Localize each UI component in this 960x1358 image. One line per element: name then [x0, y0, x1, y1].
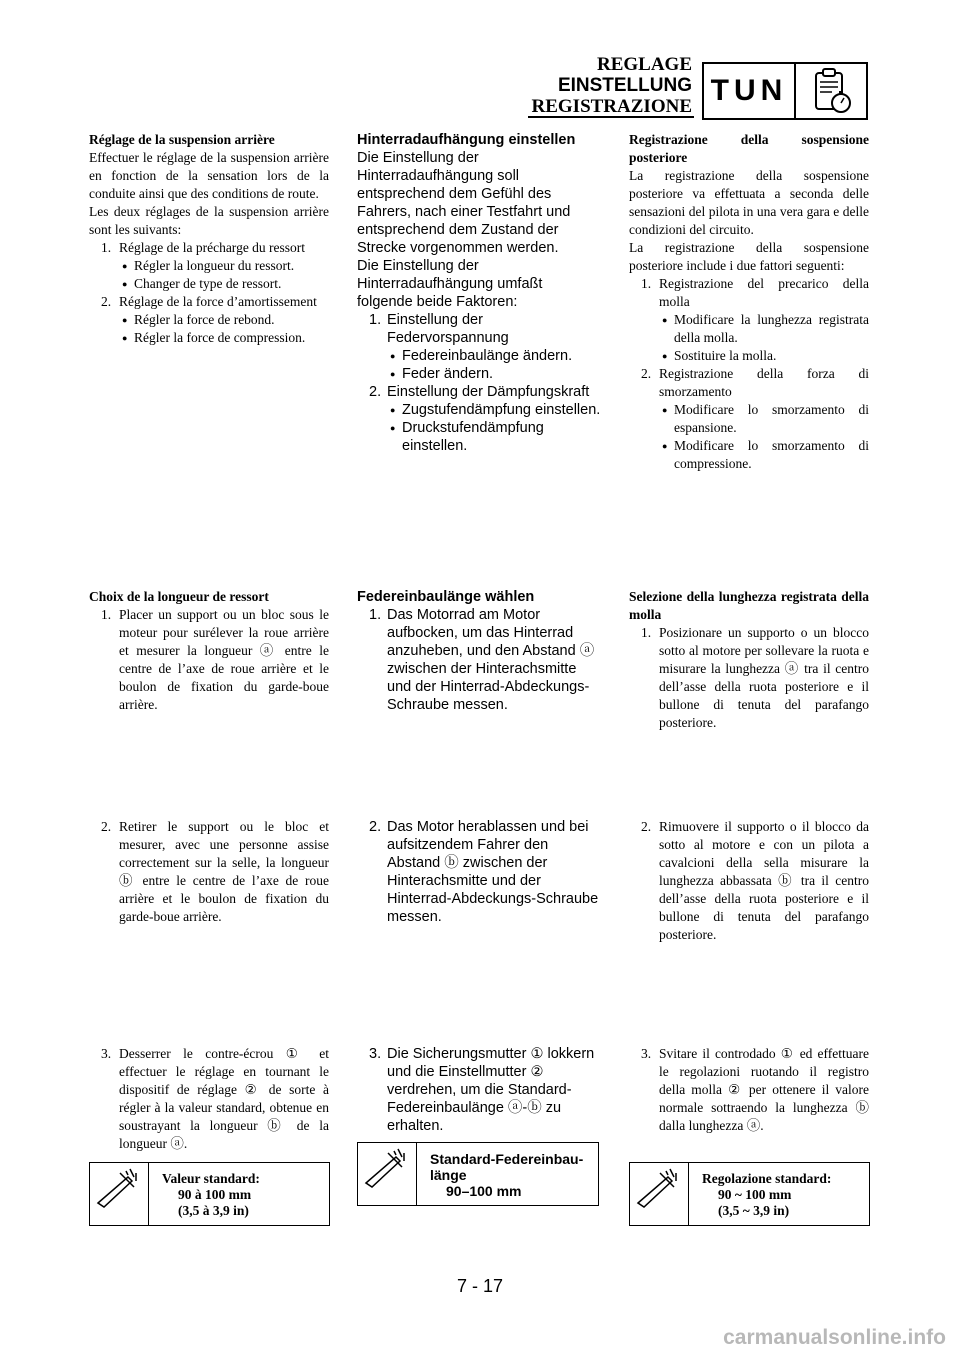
fr-list-item: 1. Réglage de la précharge du ressort	[101, 240, 306, 255]
header-titles	[532, 54, 693, 117]
header-title-it: REGISTRAZIONE	[531, 96, 692, 117]
header-title-de: EINSTELLUNG	[557, 75, 692, 96]
it-paragraph: La registrazione della sospensione posteriore va effettuata a seconda delle sensazioni del pilota in una vera gara e delle condizioni del circuito.	[629, 168, 869, 237]
it-spec-title: Regolazione standard:	[702, 1171, 832, 1186]
it-paragraph: La registrazione della sospensione posteriore include i due fattori seguenti:	[629, 240, 869, 273]
fr-bullet: ● Régler la force de compression.	[89, 329, 329, 347]
it-spec-value: 90 ~ 100 mm	[718, 1187, 792, 1202]
fr-heading-suspension: Réglage de la suspension arrière	[89, 132, 275, 147]
de-spec-title: Standard-Federeinbau-	[430, 1151, 584, 1167]
it-heading-spring-length: Selezione della lunghezza registrata della molla	[629, 589, 869, 622]
it-bullet: ● Modificare lo smorzamento di espansione.	[629, 401, 869, 437]
de-paragraph: Die Einstellung der Hinterradaufhängung soll entsprechend dem Gefühl des Fahrers, nach einer Testfahrt und entsprechend dem Zustand der Strecke vorgenommen werden.	[357, 150, 571, 256]
fr-section-spring-length	[89, 588, 329, 714]
de-paragraph: Die Einstellung der Hinterradaufhängung umfaßt folgende beide Faktoren:	[357, 258, 543, 310]
fr-step-2: 2. Retirer le support ou le bloc et mesurer, avec une personne assise correctement sur la selle, la longueur ⓑ entre le centre de l’axe de roue arrière et le boulon de fixation du garde-boue arrière.	[101, 819, 329, 924]
caliper-icon	[630, 1163, 689, 1225]
fr-bullet: ● Régler la force de rebond.	[89, 311, 329, 329]
it-list-item: 2. Registrazione della forza di smorzamento	[641, 366, 869, 399]
fr-heading-spring-length: Choix de la longueur de ressort	[89, 589, 269, 604]
fr-spec-title: Valeur standard:	[162, 1171, 260, 1186]
clipboard-stopwatch-icon	[794, 62, 868, 120]
fr-paragraph: Les deux réglages de la suspension arrière sont les suivants:	[89, 204, 329, 237]
it-heading-suspension: Registrazione della sospensione posteriore	[629, 132, 869, 165]
it-bullet: ● Modificare lo smorzamento di compressione.	[629, 437, 869, 473]
de-bullet: ● Zugstufendämpfung einstellen.	[357, 401, 601, 419]
fr-step-3: 3. Desserrer le contre-écrou ① et effectuer le réglage en tournant le dispositif de réglage ② de sorte à régler à la valeur standard, obtenue en soustrayant la longueur ⓑ de la longueur ⓐ.	[101, 1046, 329, 1151]
it-section-spring-length	[629, 588, 869, 732]
fr-list-item: 2. Réglage de la force d’amortissement	[101, 294, 317, 309]
it-section-suspension	[629, 131, 869, 473]
caliper-icon	[358, 1143, 417, 1205]
fr-paragraph: Effectuer le réglage de la suspension arrière en fonction de la sensation lors de la conduite ainsi que des conditions de route.	[89, 150, 329, 201]
de-step: 1. Das Motorrad am Motor aufbocken, um das Hinterrad anzuheben, und den Abstand ⓐ zwischen der Hinterachsmitte und der Hinterrad-Abdeckungs-Schraube messen.	[369, 607, 595, 713]
de-step-3: 3. Die Sicherungsmutter ① lokkern und die Einstellmutter ② verdrehen, um die Standard-Federeinbaulänge ⓐ-ⓑ zu erhalten.	[369, 1046, 595, 1134]
it-spec-box	[629, 1162, 870, 1226]
it-bullet: ● Modificare la lunghezza registrata della molla.	[629, 311, 869, 347]
de-section-spring-length	[357, 588, 601, 714]
de-heading-spring-length: Federeinbaulänge wählen	[357, 589, 535, 605]
de-spec-value: 90–100 mm	[446, 1183, 522, 1199]
it-bullet: ● Sostituire la molla.	[629, 347, 869, 365]
fr-step: 1. Placer un support ou un bloc sous le moteur pour surélever la roue arrière et mesurer la longueur ⓐ entre le centre de l’axe de roue arrière et le boulon de fixation du garde-boue arrière.	[101, 607, 329, 712]
caliper-icon	[90, 1163, 149, 1225]
de-step-2: 2. Das Motor herablassen und bei aufsitzendem Fahrer den Abstand ⓑ zwischen der Hinterachsmitte und der Hinterrad-Abdeckungs-Schraube messen.	[369, 819, 599, 925]
de-list-item: 1. Einstellung der Federvorspannung	[369, 312, 509, 346]
fr-spec-value-inch: (3,5 à 3,9 in)	[178, 1203, 249, 1218]
de-bullet: ● Druckstufendämpfung einstellen.	[357, 419, 601, 455]
header-rule	[528, 116, 694, 118]
it-step-3: 3. Svitare il controdado ① ed effettuare le regolazioni ruotando il registro della molla ② per ottenere il valore normale sottraendo la lunghezza ⓑ dalla lunghezza ⓐ.	[641, 1046, 869, 1133]
fr-spec-box	[89, 1162, 330, 1226]
de-bullet: ● Feder ändern.	[357, 365, 601, 383]
de-spec-box	[357, 1142, 599, 1206]
fr-bullet: ● Changer de type de ressort.	[89, 275, 329, 293]
header-title-fr: REGLAGE	[596, 54, 692, 75]
watermark: carmanualsonline.info	[723, 1326, 946, 1349]
de-section-suspension	[357, 131, 601, 455]
it-list-item: 1. Registrazione del precarico della molla	[641, 276, 869, 309]
page-number: 7 - 17	[456, 1276, 504, 1296]
fr-section-suspension	[89, 131, 329, 347]
de-heading-suspension: Hinterradaufhängung einstellen	[357, 132, 576, 148]
fr-bullet: ● Régler la longueur du ressort.	[89, 257, 329, 275]
de-spec-title-cont: länge	[430, 1167, 467, 1183]
fr-spec-value: 90 à 100 mm	[178, 1187, 252, 1202]
it-spec-value-inch: (3,5 ~ 3,9 in)	[718, 1203, 790, 1218]
de-list-item: 2. Einstellung der Dämpfungskraft	[369, 384, 590, 400]
it-step: 1. Posizionare un supporto o un blocco sotto al motore per sollevare la ruota e misurare la lunghezza ⓐ tra il centro dell’asse della ruota posteriore e il bullone di tenuta del parafango posteriore.	[641, 625, 869, 730]
it-step-2: 2. Rimuovere il supporto o il blocco da sotto al motore e con un pilota a cavalcioni della sella misurare la lunghezza abbassata ⓑ tra il centro dell’asse della ruota posteriore e il bullone di tenuta del parafango posteriore.	[641, 819, 869, 942]
section-badge: TUN	[702, 62, 796, 120]
de-bullet: ● Federeinbaulänge ändern.	[357, 347, 601, 365]
